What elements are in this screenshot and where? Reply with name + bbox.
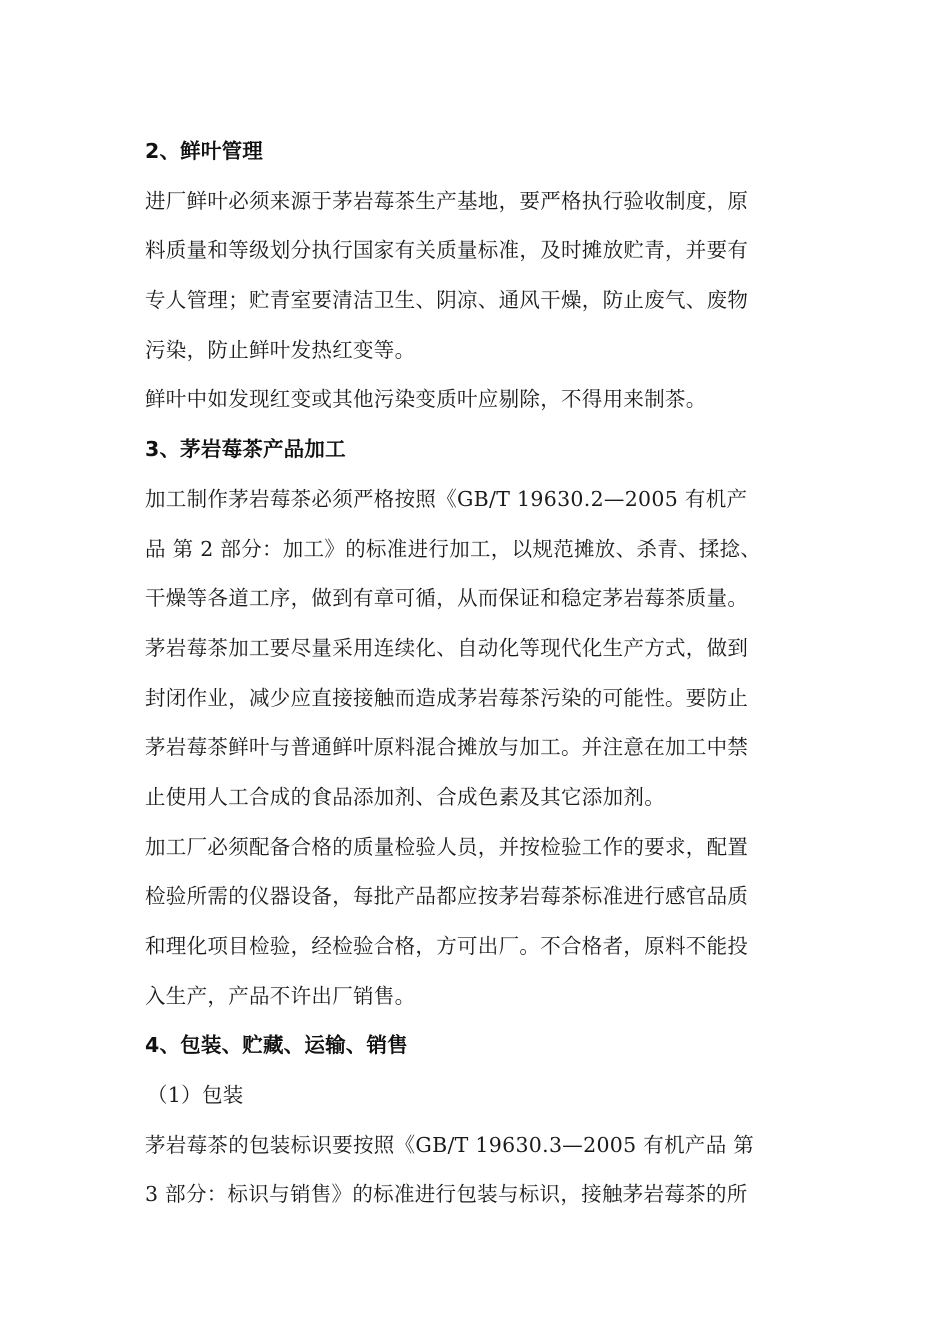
paragraph-line: 茅岩莓茶的包装标识要按照《GB/T 19630.3—2005 有机产品 第 (145, 1132, 755, 1157)
section-heading-fresh-leaf-management: 2、鲜叶管理 (145, 139, 263, 163)
paragraph-line: 鲜叶中如发现红变或其他污染变质叶应剔除，不得用来制茶。 (145, 387, 707, 412)
paragraph-line: 料质量和等级划分执行国家有关质量标准，及时摊放贮青，并要有 (145, 238, 749, 263)
subsection-heading-packaging: （1）包装 (147, 1083, 244, 1108)
paragraph-line: 检验所需的仪器设备，每批产品都应按茅岩莓茶标准进行感官品质 (145, 884, 749, 909)
paragraph-line: 茅岩莓茶鲜叶与普通鲜叶原料混合摊放与加工。并注意在加工中禁 (145, 735, 749, 760)
paragraph-line: 止使用人工合成的食品添加剂、合成色素及其它添加剂。 (145, 784, 665, 809)
paragraph-line: 入生产，产品不许出厂销售。 (145, 983, 416, 1008)
paragraph-line: 干燥等各道工序，做到有章可循，从而保证和稳定茅岩莓茶质量。 (145, 586, 749, 611)
paragraph-line: 和理化项目检验，经检验合格，方可出厂。不合格者，原料不能投 (145, 934, 749, 958)
section-heading-product-processing: 3、茅岩莓茶产品加工 (145, 437, 346, 462)
paragraph-line: 加工制作茅岩莓茶必须严格按照《GB/T 19630.2—2005 有机产 (145, 486, 748, 511)
paragraph-line: 污染，防止鲜叶发热红变等。 (145, 337, 416, 362)
section-heading-packaging-storage: 4、包装、贮藏、运输、销售 (145, 1033, 408, 1058)
paragraph-line: 品 第 2 部分：加工》的标准进行加工，以规范摊放、杀青、揉捻、 (145, 536, 762, 561)
document-body (145, 127, 820, 1220)
paragraph-line: 加工厂必须配备合格的质量检验人员，并按检验工作的要求，配置 (145, 834, 749, 859)
paragraph-line: 3 部分：标识与销售》的标准进行包装与标识，接触茅岩莓茶的所 (145, 1182, 748, 1207)
paragraph-line: 专人管理；贮青室要清洁卫生、阴凉、通风干燥，防止废气、废物 (145, 288, 749, 313)
paragraph-line: 进厂鲜叶必须来源于茅岩莓茶生产基地，要严格执行验收制度，原 (145, 188, 749, 213)
paragraph-line: 封闭作业，减少应直接接触而造成茅岩莓茶污染的可能性。要防止 (145, 685, 749, 710)
paragraph-line: 茅岩莓茶加工要尽量采用连续化、自动化等现代化生产方式，做到 (145, 635, 749, 660)
